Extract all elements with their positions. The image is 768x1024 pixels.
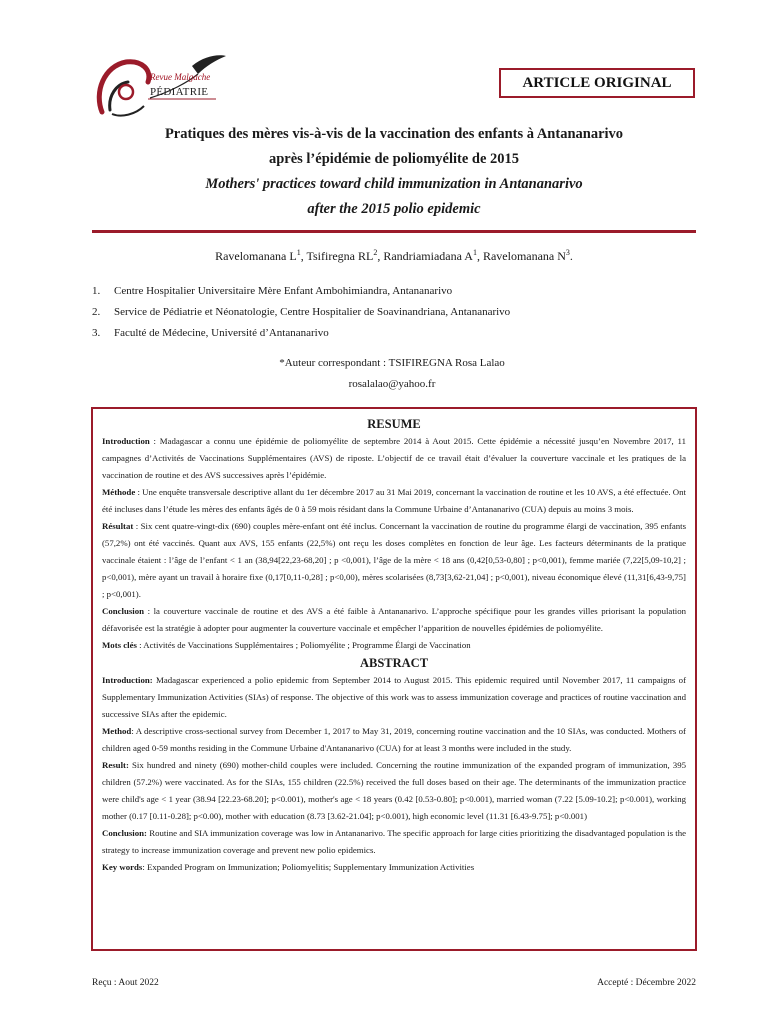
resume-keywords: Mots clés : Activités de Vaccinations Supplémentaires ; Poliomyélite ; Programme Élargi de Vaccination xyxy=(102,640,471,650)
author-list xyxy=(80,248,708,264)
corresponding-author xyxy=(92,353,692,395)
journal-logo xyxy=(92,52,232,122)
author: Randriamiadana $A^1$, xyxy=(383,248,483,263)
abstract-heading: ABSTRACT xyxy=(359,656,429,670)
corresponding-email: rosalalao@yahoo.fr xyxy=(348,378,436,390)
resume-heading: RESUME xyxy=(367,417,421,431)
title-block xyxy=(80,122,708,222)
received-date: Reçu : Aout 2022 xyxy=(92,978,159,988)
author: Ravelomanana $L^1$, xyxy=(215,248,307,263)
affiliation-item: 2. Service de Pédiatrie et Néonatologie, Centre Hospitalier de Soavinandriana, Antananarivo xyxy=(92,305,511,318)
resume-introduction: Introduction : Madagascar a connu une épidémie de poliomyélite de septembre 2014 à Aout 2015. Cette épidémie a nécessité jusqu’en Novembre 2017, 11 campagnes d’Activités de Vaccinations Supplémentaires (AVS) de riposte. L’objectif de ce travail était d’évaluer la couverture vaccinale et les pratiques de la vaccination de routine et des AVS successives après l’épidémie. xyxy=(102,436,687,480)
title-fr-line2: après l’épidémie de poliomyélite de 2015 xyxy=(268,151,520,167)
abstract-keywords: Key words: Expanded Program on Immunization; Poliomyelitis; Supplementary Immunization Activities xyxy=(102,862,475,872)
author: Tsifiregna $RL^2$, xyxy=(306,248,384,263)
resume-resultat: Résultat : Six cent quatre-vingt-dix (690) couples mère-enfant ont été inclus. Concernant la vaccination de routine du programme élargi de vaccination, 395 enfants (57,2%) ont été vaccinés. Quant aux AVS, 155 enfants (22,5%) ont reçu les doses complètes en fonction de leur âge. Les facteurs déterminants de la pratique vaccinale étaient : l’âge de l’enfant < 1 an (38,94[22,23-68,20] ; p <0,001), l’âge de la mère < 18 ans (0,42[0,53-0,80] ; p<0,001), femme mariée (7,22[5,09-10,2] ; p<0,001), mère ayant un travail à horaire fixe (0,17[0,11-0,28] ; p<0,00), mères scolarisées (8,73[3,62-21,04] ; p<0,001), niveau économique élevé (11,31[6,43-9,75] ; p<0,001). xyxy=(102,521,687,599)
article-type-badge: ARTICLE ORIGINAL xyxy=(499,68,695,98)
abstract-introduction: Introduction: Madagascar experienced a polio epidemic from September 2014 to August 2015. This epidemic required until November 2017, 11 campaigns of Supplementary Immunization Activities (SIAs) of response. The objective of this work was to assess immunization coverage and practices of routine vaccination and successive SIAs after the epidemic. xyxy=(102,675,687,719)
abstract-box xyxy=(91,407,697,951)
affiliation-item: 1. Centre Hospitalier Universitaire Mère Enfant Ambohimiandra, Antananarivo xyxy=(92,284,453,297)
resume-conclusion: Conclusion : la couverture vaccinale de routine et des AVS a été faible à Antananarivo. L’approche spécifique pour les grandes villes priorisant la population défavorisée est la stratégie à adopter pour augmenter la couverture vaccinale et empêcher l’apparition de nouvelles épidémies de poliomyélite. xyxy=(102,606,687,633)
title-en-line2: after the 2015 polio epidemic xyxy=(307,201,481,217)
title-en-line1: Mothers' practices toward child immunization in Antananarivo xyxy=(205,176,583,192)
accepted-date: Accepté : Décembre 2022 xyxy=(597,978,696,988)
abstract-method: Method: A descriptive cross-sectional survey from December 1, 2017 to May 31, 2019, concerning routine vaccination and the 10 SIAs, was conducted. Mothers of children aged 0-59 months residing in the Commune Urbaine d'Antananarivo (CUA) for at least 3 months were included in the study. xyxy=(102,726,686,753)
logo-journal-name: Revue Malgache xyxy=(150,72,211,82)
logo-specialty: PÉDIATRIE xyxy=(150,86,209,98)
abstract-result: Result: Six hundred and ninety (690) mother-child couples were included. Concerning the routine immunization of the expanded program of immunization, 395 children (57.2%) were vaccinated. As for the SIAs, 155 children (22.5%) received the full doses based on their age. The determinants of the immunization practice were child's age < 1 year (38.94 [22.23-68.20]; p<0.001), mother's age < 18 years (0.42 [0.53-0.80]; p<0.001), married woman (7.22 [5.09-10.2]; p<0.001), working mother (0.17 [0.11-0.28]; p<0.00), mother with education (8.73 [3.62-21.04]; p<0.001), high economic level (11.31 [6.43-9.75]; p<0.001) xyxy=(102,760,686,821)
corresponding-author-line: *Auteur correspondant : TSIFIREGNA Rosa Lalao xyxy=(279,357,505,369)
affiliation-item: 3. Faculté de Médecine, Université d’Antananarivo xyxy=(92,326,329,339)
abstract-conclusion: Conclusion: Routine and SIA immunization coverage was low in Antananarivo. The specific approach for large cities prioritizing the disadvantaged population is the strategy to increase immunization coverage and prevent new polio epidemics. xyxy=(102,828,687,855)
affiliation-list xyxy=(92,280,692,343)
author: Ravelomanana $N^3$. xyxy=(482,248,573,263)
title-fr-line1: Pratiques des mères vis-à-vis de la vaccination des enfants à Antananarivo xyxy=(164,126,624,142)
resume-methode: Méthode : Une enquête transversale descriptive allant du 1er décembre 2017 au 31 Mai 2019, concernant la vaccination de routine et les 10 AVS, a été effectuée. Ont été incluses dans l’étude les mères des enfants âgés de 0 à 59 mois résidant dans la Commune Urbaine d’Antananarivo (CUA) depuis au moins 3 mois. xyxy=(102,487,687,514)
title-divider xyxy=(92,230,696,233)
